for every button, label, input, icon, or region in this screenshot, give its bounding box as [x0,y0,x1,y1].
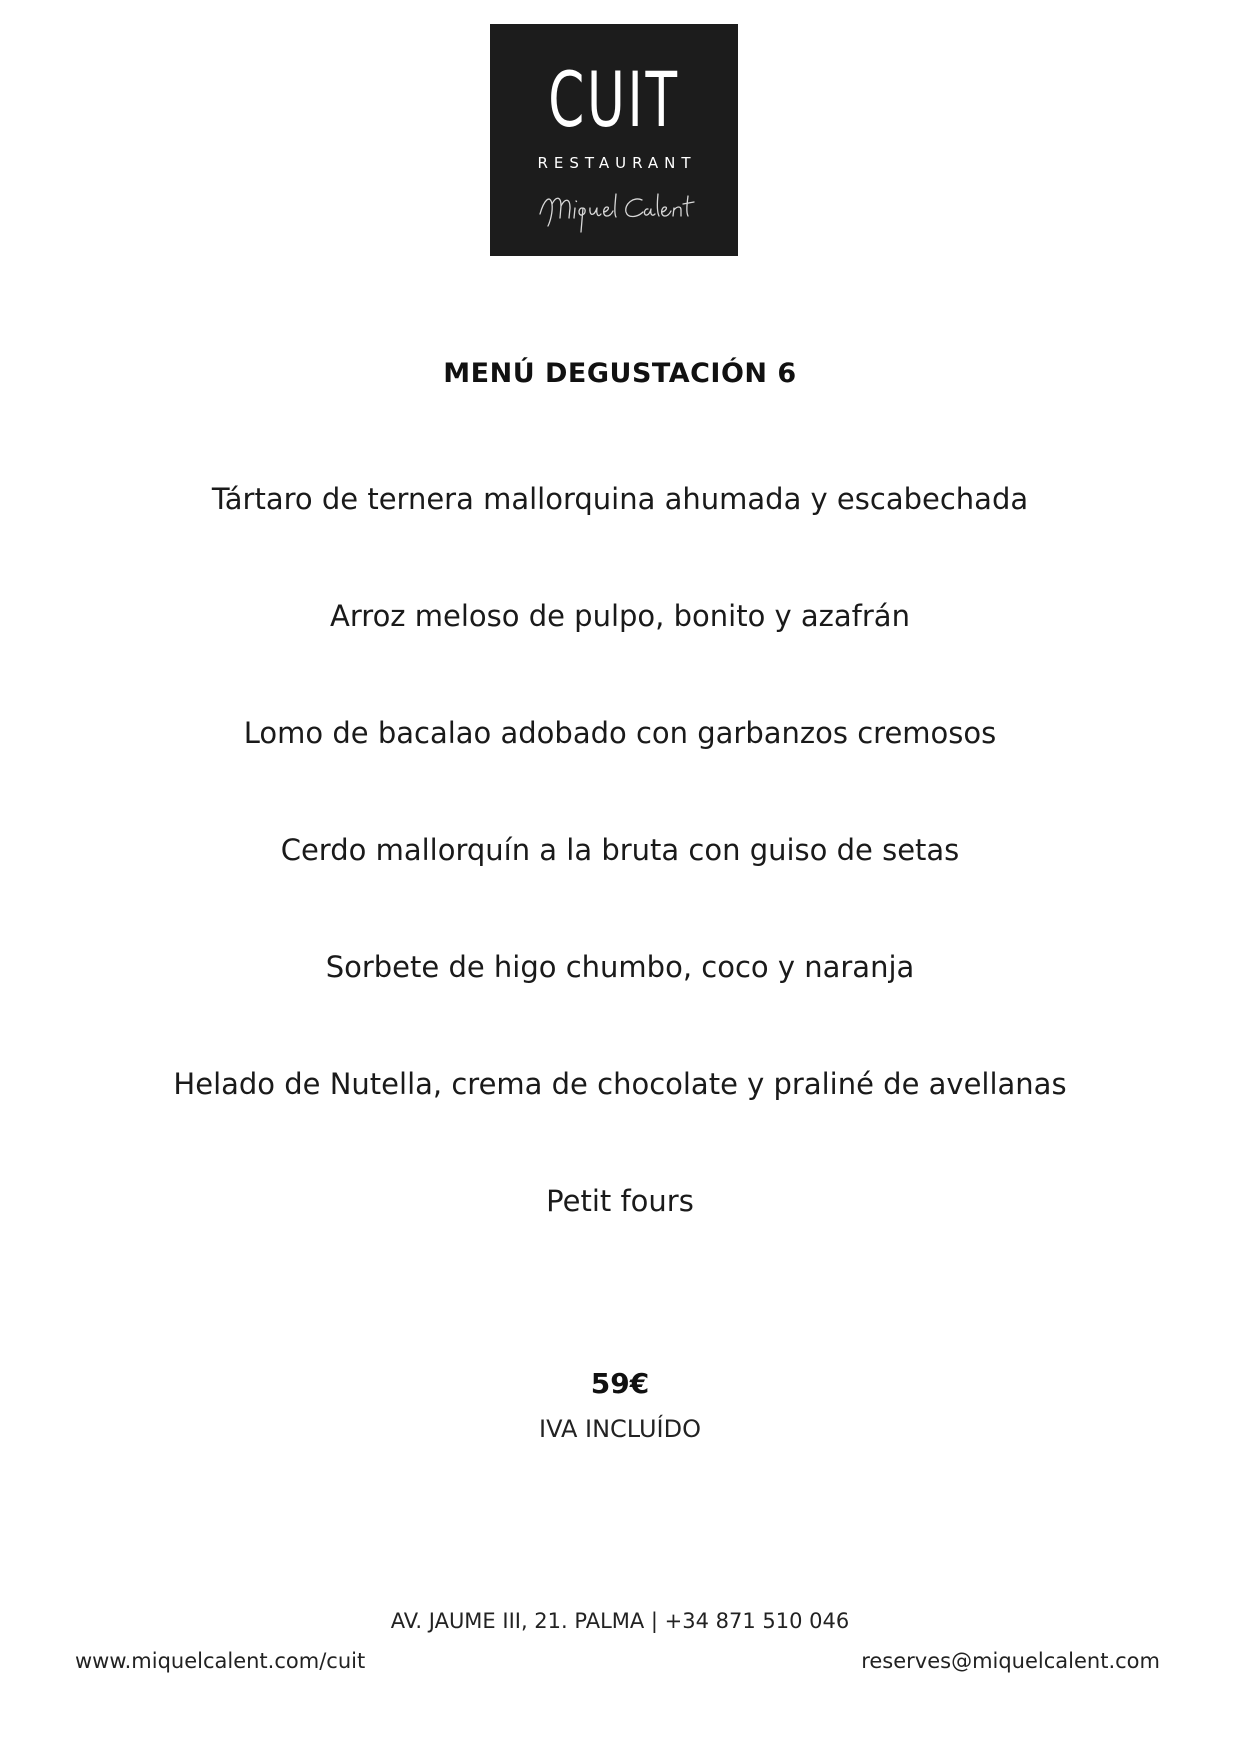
dish-list [0,480,1240,1299]
signature-icon [530,174,700,244]
dish-item: Tártaro de ternera mallorquina ahumada y escabechada [211,482,1029,516]
logo-subtitle: RESTAURANT [537,154,697,172]
footer-address: AV. JAUME III, 21. PALMA | +34 871 510 046 [390,1609,850,1633]
dish-item: Arroz meloso de pulpo, bonito y azafrán [330,599,910,633]
dish-item: Petit fours [546,1184,694,1218]
dish-item: Cerdo mallorquín a la bruta con guiso de setas [280,833,960,867]
footer-website-link[interactable]: www.miquelcalent.com/cuit [75,1649,366,1673]
logo-wordmark: CUIT [548,55,680,144]
dish-item: Helado de Nutella, crema de chocolate y praliné de avellanas [173,1067,1067,1101]
menu-title: MENÚ DEGUSTACIÓN 6 [443,358,797,389]
menu-price: 59€ [590,1367,650,1400]
footer-email-link[interactable]: reserves@miquelcalent.com [861,1649,1160,1673]
restaurant-logo [490,24,738,256]
dish-item: Sorbete de higo chumbo, coco y naranja [325,950,915,984]
dish-item: Lomo de bacalao adobado con garbanzos cremosos [243,716,997,750]
vat-note: IVA INCLUÍDO [539,1415,701,1443]
